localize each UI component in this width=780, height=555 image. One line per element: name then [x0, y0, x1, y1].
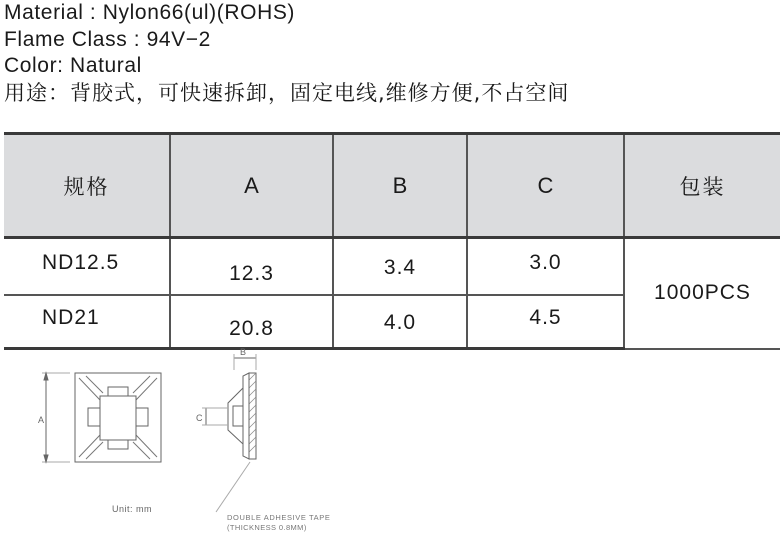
cell-b: 4.0	[333, 295, 467, 349]
dimension-c-label: C	[196, 413, 203, 423]
tape-label: DOUBLE ADHESIVE TAPE	[227, 513, 331, 522]
material-line: Material : Nylon66(ul)(ROHS)	[4, 1, 296, 24]
dimension-a-label: A	[38, 415, 45, 425]
cell-c: 3.0	[467, 238, 624, 296]
header-model: 规格	[4, 134, 170, 238]
cell-a: 20.8	[170, 295, 333, 349]
spec-lines	[4, 0, 569, 106]
header-a: A	[170, 134, 333, 238]
cell-c: 4.5	[467, 295, 624, 349]
cell-model: ND12.5	[4, 238, 170, 296]
technical-drawing	[0, 330, 400, 550]
spec-table-header-row	[4, 134, 780, 238]
cell-model: ND21	[4, 295, 170, 349]
table-row	[4, 238, 780, 296]
side-view	[202, 354, 256, 512]
tape-thickness-label: (THICKNESS 0.8MM)	[227, 523, 307, 532]
header-c: C	[467, 134, 624, 238]
drawing-svg	[0, 330, 400, 550]
cell-a: 12.3	[170, 238, 333, 296]
color-line: Color: Natural	[4, 54, 142, 77]
cell-packaging: 1000PCS	[624, 238, 780, 349]
header-b: B	[333, 134, 467, 238]
cell-b: 3.4	[333, 238, 467, 296]
usage-line: 用途：背胶式，可快速拆卸，固定电线,维修方便,不占空间	[4, 80, 570, 105]
unit-label: Unit: mm	[112, 504, 152, 514]
spec-table	[4, 132, 780, 350]
front-view	[42, 373, 161, 462]
flame-class-line: Flame Class : 94V−2	[4, 27, 211, 51]
header-packaging: 包装	[624, 134, 780, 238]
dimension-b-label: B	[240, 347, 247, 357]
